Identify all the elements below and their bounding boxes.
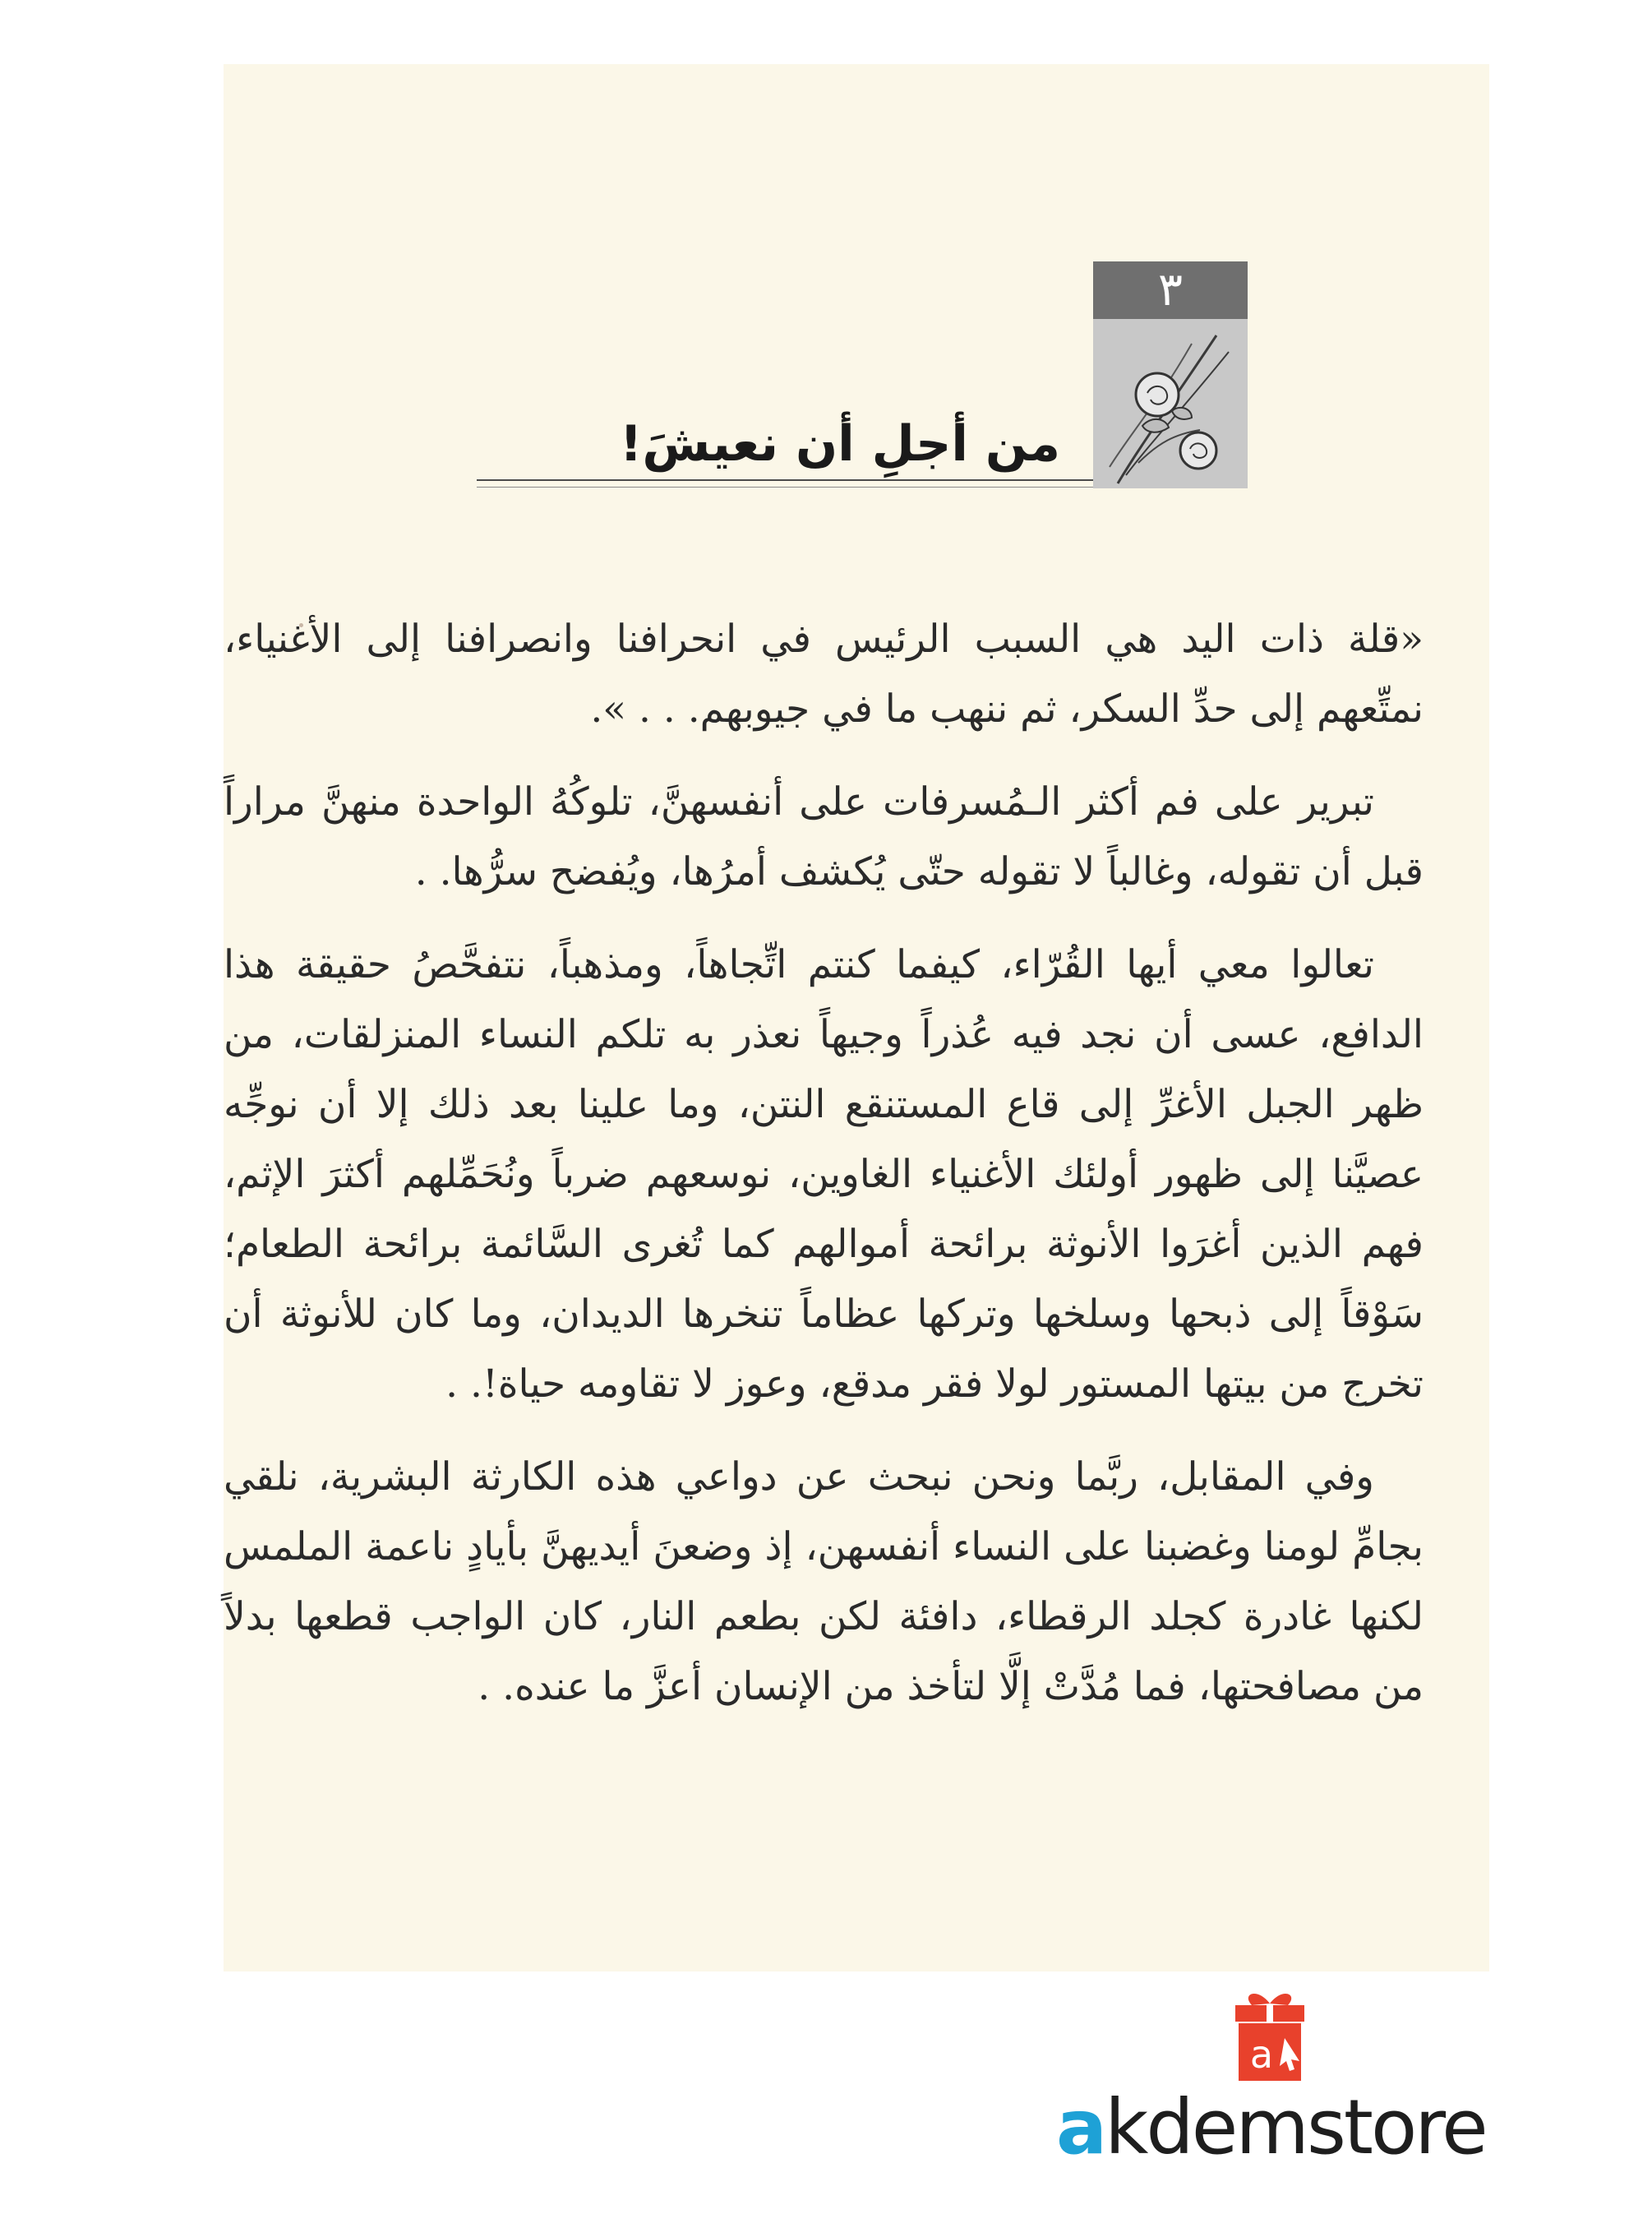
title-underline	[477, 479, 1093, 481]
brand-name	[1056, 2082, 1486, 2173]
chapter-number: ٣	[1093, 261, 1248, 319]
paragraph: تبرير على فم أكثر الـمُسرفات على أنفسهنَّ، تلوكُهُ الواحدة منهنَّ مراراً قبل أن تقوله، وغالباً لا تقوله حتّى يُكشف أمرُها، ويُفضح سرُّها. .	[224, 779, 1424, 894]
chapter-body	[224, 604, 1424, 1745]
brand-rest: kdemstore	[1105, 2083, 1486, 2171]
gift-box-icon	[1221, 1985, 1319, 2084]
rose-ornament-icon	[1093, 319, 1248, 488]
brand-lead: a	[1056, 2083, 1105, 2171]
chapter-title: من أجلِ أن نعيشَ!	[619, 415, 1060, 473]
gift-letter: a	[1249, 2032, 1274, 2077]
akdemstore-watermark	[1056, 1985, 1484, 2175]
paragraph-quote: «قلة ذات اليد هي السبب الرئيس في انحرافنا وانصرافنا إلى الأغنياء، نمتِّعهم إلى حدِّ السكر، ثم ننهب ما في جيوبهم. . . ».	[224, 617, 1424, 732]
title-underline-thin	[477, 487, 1093, 488]
paragraph: تعالوا معي أيها القُرّاء، كيفما كنتم اتِّجاهاً، ومذهباً، نتفحَّصُ حقيقة هذا الدافع، عسى أن نجد فيه عُذراً وجيهاً نعذر به تلكم النساء المنزلقات، من ظهر الجبل الأغرِّ إلى قاع المستنقع النتن، وما علينا بعد ذلك إلا أن نوجِّه عصيَّنا إلى ظهور أولئك الأغنياء الغاوين، نوسعهم ضرباً ونُحَمِّلهم أكثرَ الإثم، فهم الذين أغرَوا الأنوثة برائحة أموالهم كما تُغرى السَّائمة برائحة الطعام؛ سَوْقاً إلى ذبحها وسلخها وتركها عظاماً تنخرها الديدان، وما كان للأنوثة أن تخرج من بيتها المستور لولا فقر مدقع، وعوز لا تقاومه حياة!. .	[224, 942, 1424, 1407]
paragraph: وفي المقابل، ربَّما ونحن نبحث عن دواعي هذه الكارثة البشرية، نلقي بجامِّ لومنا وغضبنا على النساء أنفسهن، إذ وضعنَ أيديهنَّ بأيادٍ ناعمة الملمس لكنها غادرة كجلد الرقطاء، دافئة لكن بطعم النار، كان الواجب قطعها بدلاً من مصافحتها، فما مُدَّتْ إلَّا لتأخذ من الإنسان أعزَّ ما عنده. .	[224, 1454, 1424, 1709]
